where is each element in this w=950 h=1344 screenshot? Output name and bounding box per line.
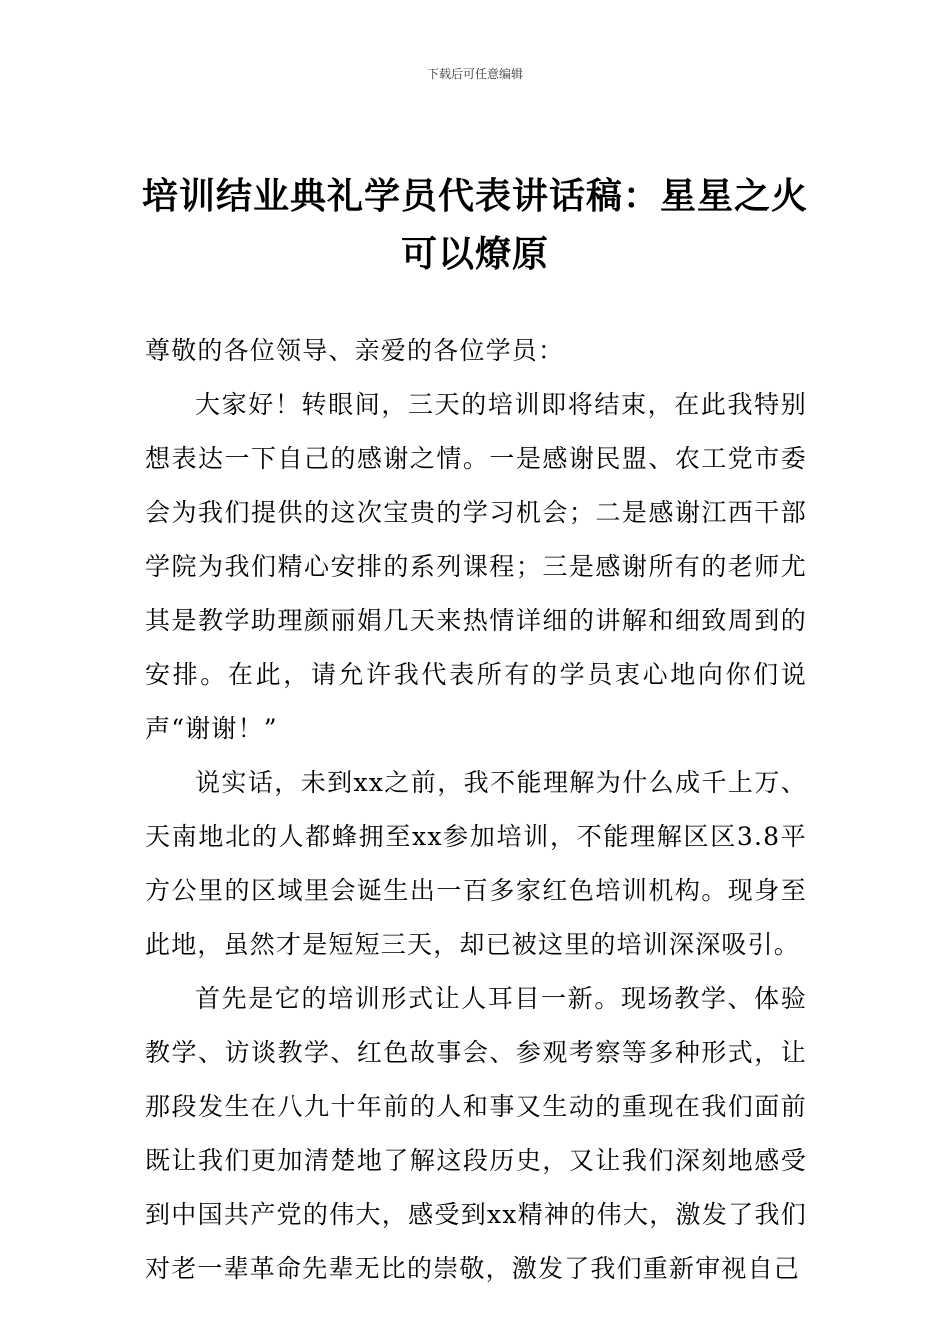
salutation: 尊敬的各位领导、亲爱的各位学员：	[145, 336, 565, 365]
paragraph-impression: 说实话，未到xx之前，我不能理解为什么成千上万、天南地北的人都蜂拥至xx参加培训，不能理解区区3.8平方公里的区域里会诞生出一百多家红色培训机构。现身至此地，虽然才是短短三天，却已被这里的培训深深吸引。	[145, 768, 807, 959]
paragraph-thanks: 大家好！转眼间，三天的培训即将结束，在此我特别想表达一下自己的感谢之情。一是感谢民盟、农工党市委会为我们提供的这次宝贵的学习机会；二是感谢江西干部学院为我们精心安排的系列课程；三是感谢所有的老师尤其是教学助理颜丽娟几天来热情详细的讲解和细致周到的安排。在此，请允许我代表所有的学员衷心地向你们说声“谢谢！”	[145, 390, 807, 743]
document-title: 培训结业典礼学员代表讲话稿：星星之火可以燎原	[141, 176, 808, 275]
page-header-note: 下载后可任意编辑	[426, 67, 523, 81]
document-body	[145, 324, 807, 1296]
paragraph-training-form: 首先是它的培训形式让人耳目一新。现场教学、体验教学、访谈教学、红色故事会、参观考察等多种形式，让那段发生在八九十年前的人和事又生动的重现在我们面前既让我们更加清楚地了解这段历史，又让我们深刻地感受到中国共产党的伟大，感受到xx精神的伟大，激发了我们对老一辈革命先辈无比的崇敬，激发了我们重新审视自己	[145, 984, 807, 1283]
